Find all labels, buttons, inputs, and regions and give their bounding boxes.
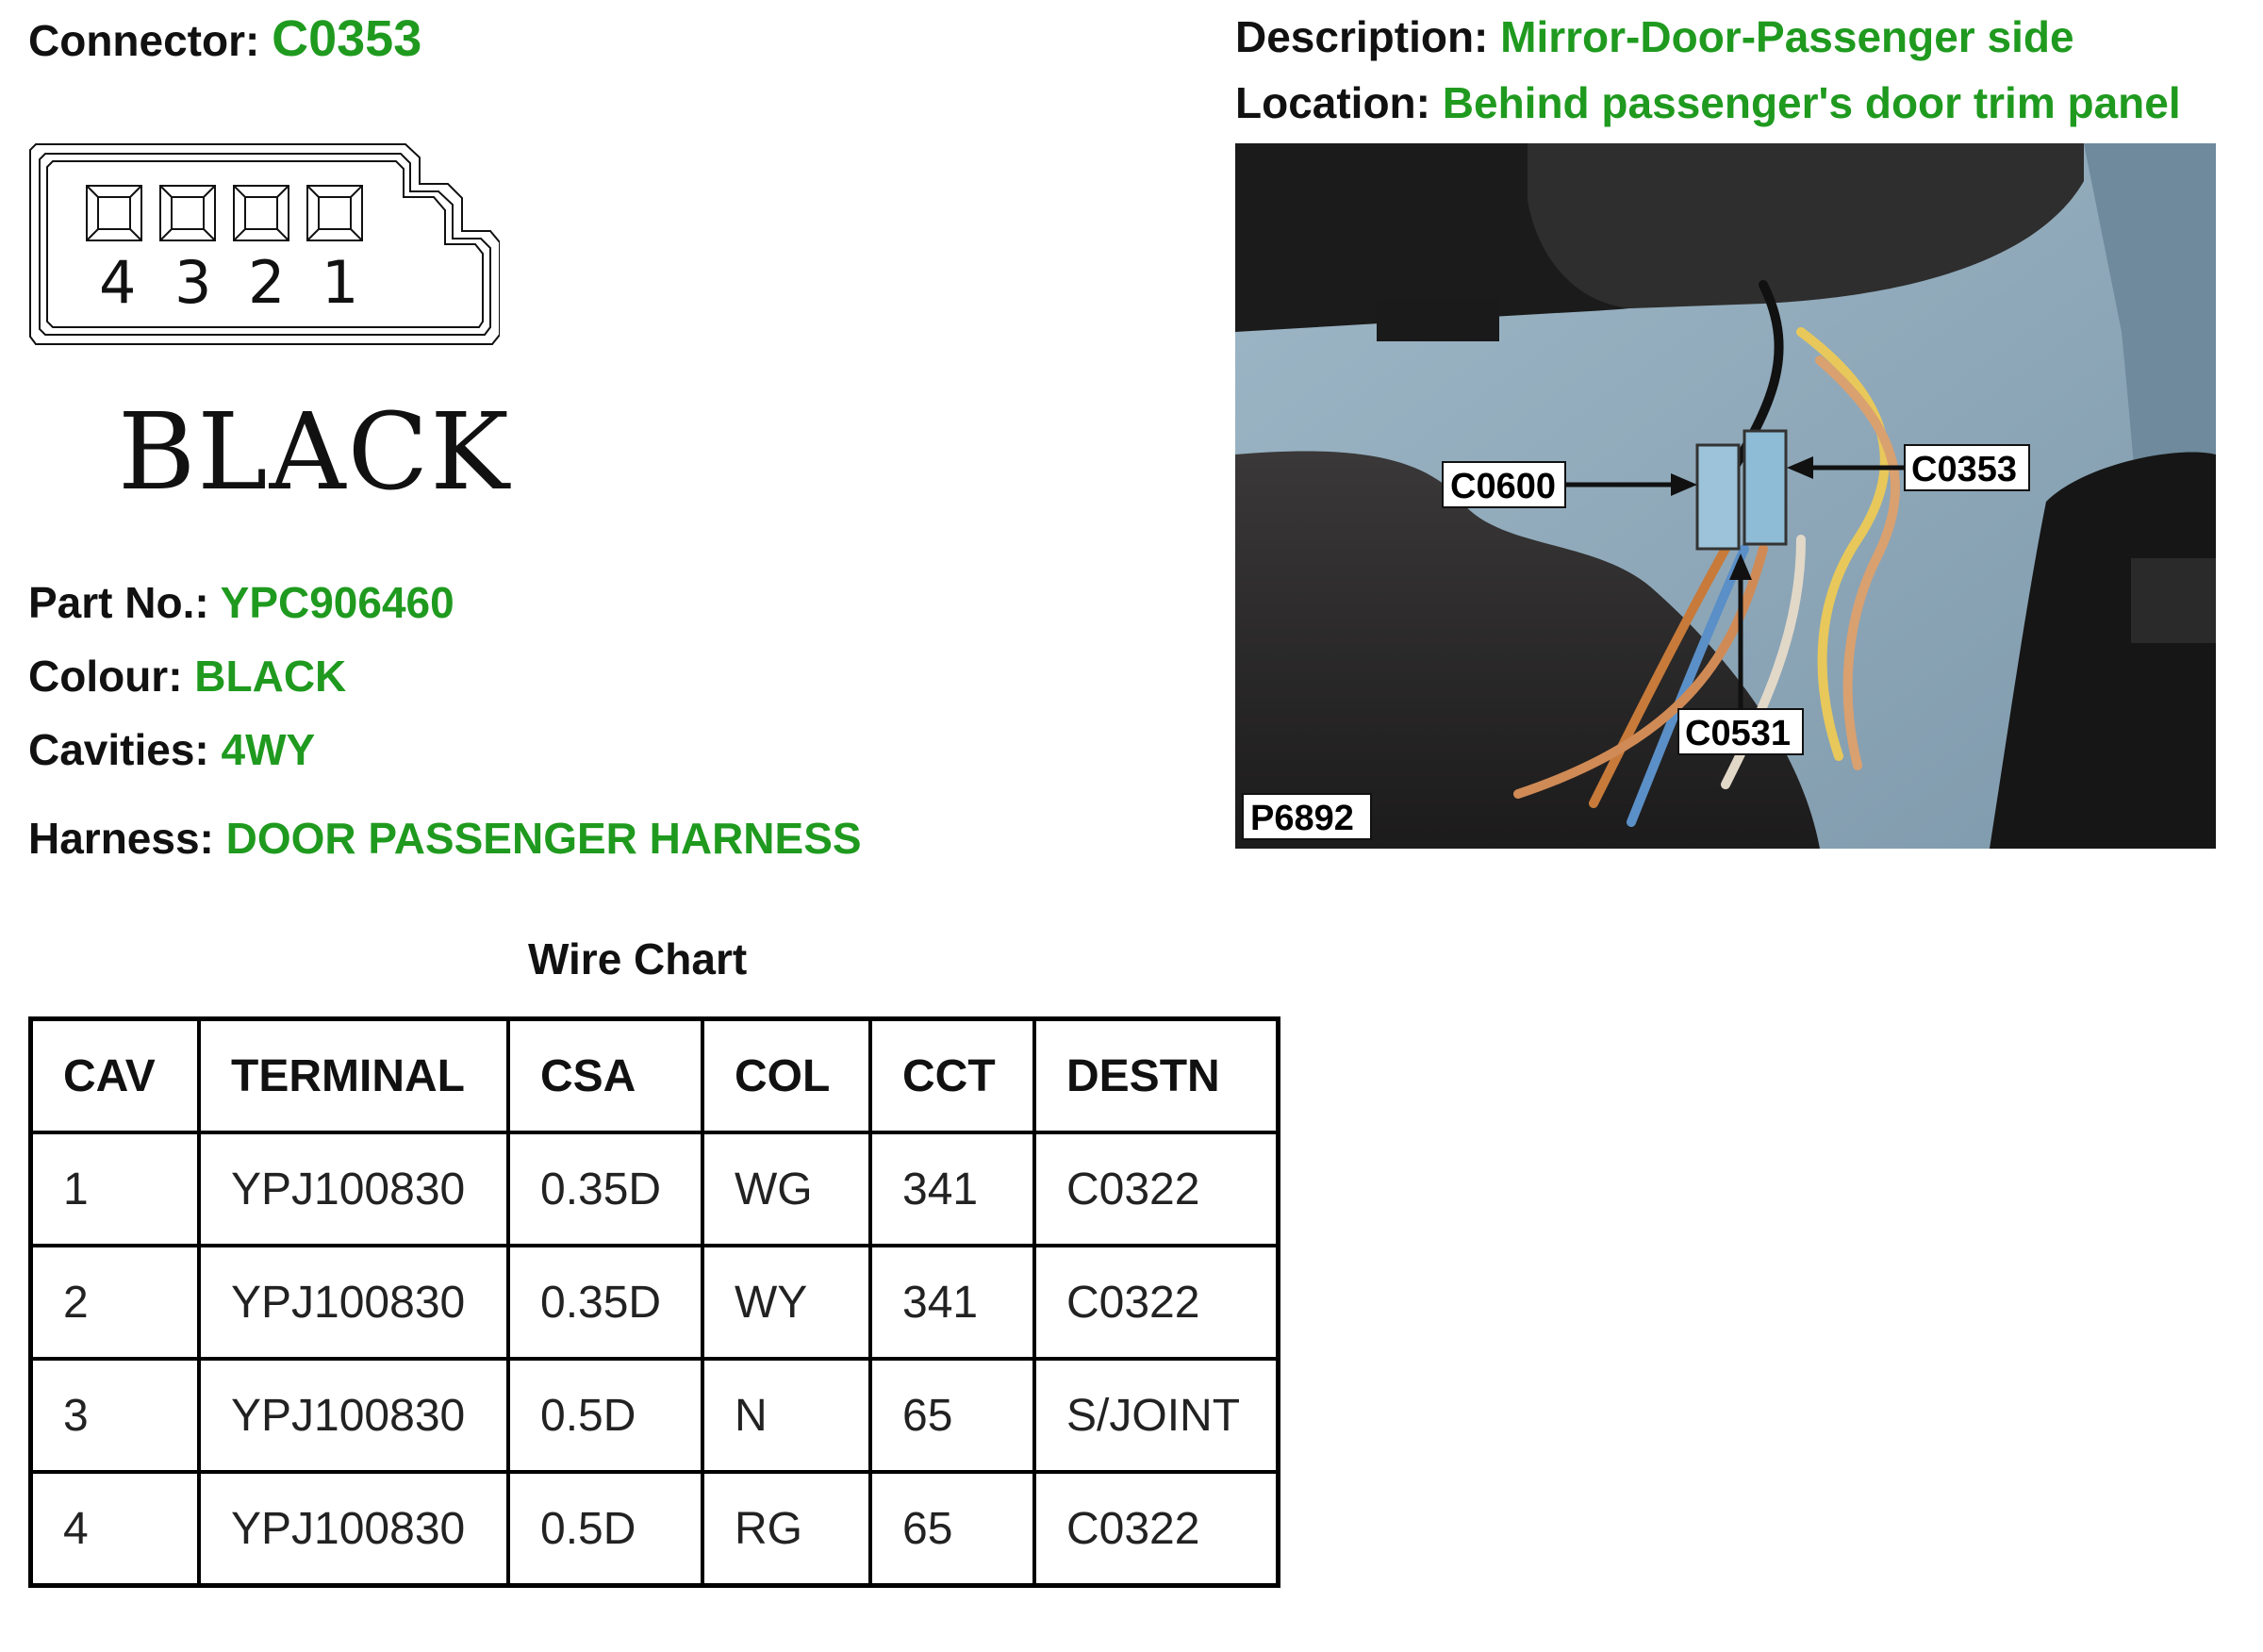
cell-col: WG: [702, 1132, 870, 1246]
table-row: [31, 1246, 1279, 1359]
header-terminal: TERMINAL: [199, 1019, 508, 1133]
table-row: [31, 1359, 1279, 1472]
description-value: Mirror-Door-Passenger side: [1500, 12, 2074, 61]
header-cav: CAV: [31, 1019, 200, 1133]
cavity-4: [87, 186, 141, 240]
pin-number-1: 1: [322, 248, 359, 317]
wire-chart-title: Wire Chart: [528, 934, 748, 983]
cell-terminal: YPJ100830: [199, 1132, 508, 1246]
harness-label: Harness:: [28, 814, 214, 863]
colour-label: Colour:: [28, 652, 183, 701]
cell-csa: 0.35D: [508, 1132, 702, 1246]
svg-text:C0531: C0531: [1685, 714, 1791, 753]
location-photo: [1235, 143, 2216, 849]
table-row: [31, 1472, 1279, 1586]
cell-csa: 0.35D: [508, 1246, 702, 1359]
cell-col: WY: [702, 1246, 870, 1359]
cell-csa: 0.5D: [508, 1472, 702, 1586]
cell-cav: 1: [31, 1132, 200, 1246]
connector-value: C0353: [272, 10, 422, 67]
part-no-label: Part No.:: [28, 578, 209, 627]
cavities-label: Cavities:: [28, 725, 209, 774]
connector-line: [28, 9, 421, 68]
table-header-row: [31, 1019, 1279, 1133]
cell-col: RG: [702, 1472, 870, 1586]
description-label: Description:: [1235, 12, 1489, 61]
cell-destn: S/JOINT: [1034, 1359, 1279, 1472]
cell-cct: 341: [870, 1246, 1034, 1359]
cell-destn: C0322: [1034, 1246, 1279, 1359]
svg-text:P6892: P6892: [1250, 799, 1354, 838]
cell-cct: 65: [870, 1359, 1034, 1472]
cavity-3: [160, 186, 215, 240]
location-label: Location:: [1235, 78, 1430, 127]
cavity-1: [307, 186, 362, 240]
cell-destn: C0322: [1034, 1132, 1279, 1246]
harness-value: DOOR PASSENGER HARNESS: [225, 814, 862, 863]
colour-value: BLACK: [194, 652, 347, 701]
part-no-line: [28, 577, 454, 628]
part-no-value: YPC906460: [220, 578, 454, 627]
connector-label: Connector:: [28, 16, 260, 65]
cavities-line: [28, 724, 315, 775]
connector-colour-text: BLACK: [118, 391, 511, 514]
cell-terminal: YPJ100830: [199, 1359, 508, 1472]
header-col: COL: [702, 1019, 870, 1133]
pin-number-2: 2: [248, 248, 286, 317]
cell-cct: 65: [870, 1472, 1034, 1586]
cell-cav: 4: [31, 1472, 200, 1586]
pin-number-3: 3: [174, 248, 212, 317]
switch-panel: [2131, 558, 2216, 643]
location-line: [1235, 77, 2181, 128]
clip-bracket: [1377, 299, 1499, 341]
cell-terminal: YPJ100830: [199, 1246, 508, 1359]
wire-chart-table: [28, 1016, 1280, 1588]
location-value: Behind passenger's door trim panel: [1442, 78, 2181, 127]
cavities-value: 4WY: [221, 725, 316, 774]
connector-face-drawing: [28, 137, 500, 354]
cell-csa: 0.5D: [508, 1359, 702, 1472]
colour-line: [28, 651, 346, 702]
table-row: [31, 1132, 1279, 1246]
svg-text:C0353: C0353: [1911, 450, 2017, 489]
harness-line: [28, 813, 862, 864]
cavity-2: [234, 186, 289, 240]
cavity-group: [87, 186, 362, 240]
pin-number-4: 4: [99, 248, 137, 317]
cell-terminal: YPJ100830: [199, 1472, 508, 1586]
cell-cav: 2: [31, 1246, 200, 1359]
header-csa: CSA: [508, 1019, 702, 1133]
cell-cct: 341: [870, 1132, 1034, 1246]
photo-reference: [1243, 794, 1371, 839]
cell-col: N: [702, 1359, 870, 1472]
svg-text:C0600: C0600: [1450, 467, 1556, 506]
cell-cav: 3: [31, 1359, 200, 1472]
header-cct: CCT: [870, 1019, 1034, 1133]
cell-destn: C0322: [1034, 1472, 1279, 1586]
header-destn: DESTN: [1034, 1019, 1279, 1133]
description-line: [1235, 11, 2074, 62]
